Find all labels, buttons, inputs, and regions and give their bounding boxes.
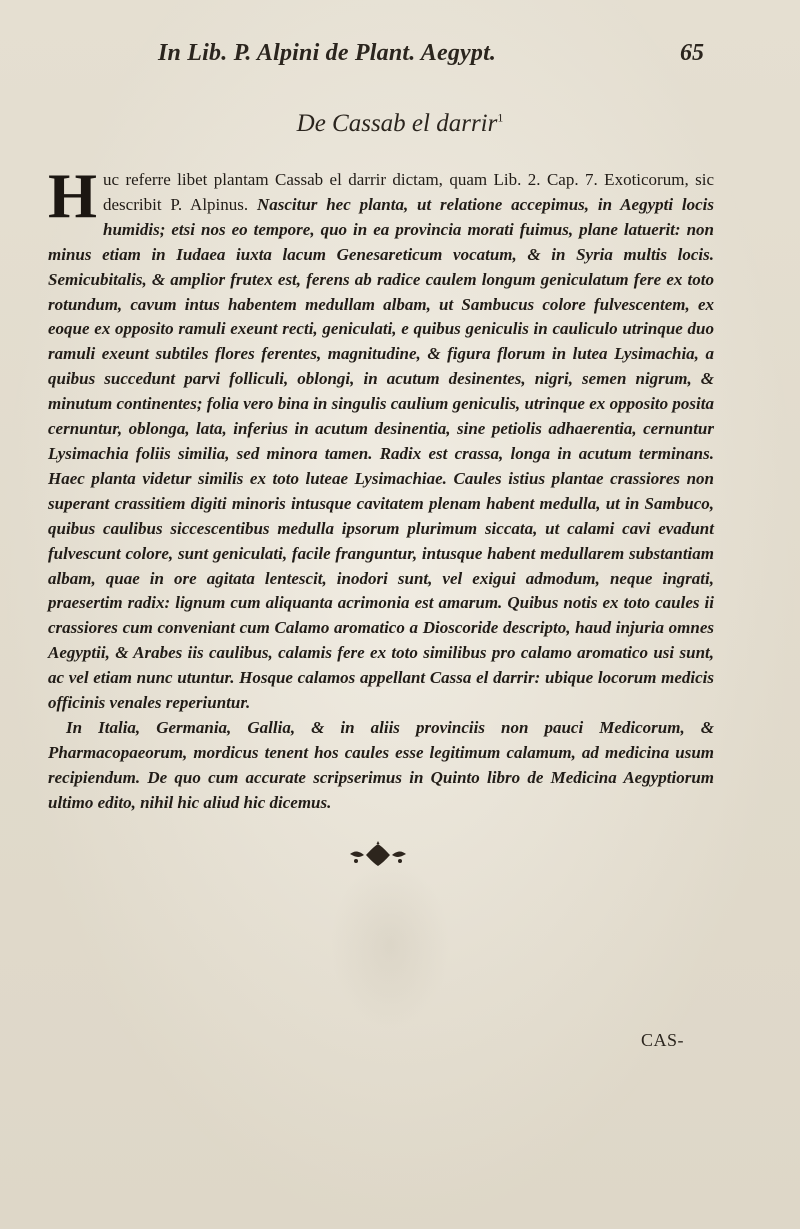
page-number: 65 <box>680 40 704 66</box>
running-head: In Lib. P. Alpini de Plant. Aegypt. <box>158 40 497 66</box>
paragraph-1-italic: Nascitur hec planta, ut relatione accepimus, in Aegypti locis humidis; etsi nos eo tempore, quo in ea provincia morati fuimus, plane latuerit: non minus etiam in Iudaea iuxta lacum Genesareticum vocatum, & in Syria multis locis. Semicubitalis, & amplior frutex est, ferens ab radice caulem longum geniculatum fere ex toto rotundum, cavum intus habentem medullam albam, ut Sambucus colore fulvescentem, ex eoque ex opposito ramuli exeunt recti, geniculati, e quibus geniculis in cauliculo utrinque duo ramuli exeunt subtiles flores ferentes, magnitudine, & figura florum in lutea Lysimachia, a quibus succedunt parvi folliculi, oblongi, in acutum desinentes, nigri, semen nigrum, & minutum continentes; folia vero bina in singulis caulium geniculis, utrinque ex opposito posita cernuntur, oblonga, lata, inferius in acutum desinentia, sine petiolis adhaerentia, cernuntur Lysimachia foliis similia, sed minora tamen. Radix est crassa, longa in acutum terminans. Haec planta videtur similis ex toto luteae Lysimachiae. Caules istius plantae crassiores non superant crassitiem digiti minoris intusque cavitatem plenam habent medulla, ut in Sambuco, quibus caulibus siccescentibus medulla ipsorum plurimum siccata, ut calami cavi evadunt fulvescunt colore, sunt geniculati, facile franguntur, intusque habent medullarem substantiam albam, quae in ore agitata lentescit, inodori sunt, vel exigui admodum, neque ingrati, praesertim radix: lignum cum aliquanta acrimonia est amarum. Quibus notis ex toto caules ii crassiores cum conveniant cum Calamo aromatico a Dioscoride descripto, haud injuria omnes Aegyptii, & Arabes iis caulibus, calamis fere ex toto similibus pro calamo aromatico usi sunt, ac vel etiam nunc utuntur. Hosque calamos appellant Cassa el darrir: ubique locorum medicis officinis venales reperiuntur. <box>48 194 714 713</box>
paragraph-1-opening: uc referre libet plantam Cassab el darrir dictam, quam Lib. 2. Cap. 7. Exoticorum, sic describit P. Alpinus. <box>103 170 714 214</box>
footnote-marker: 1 <box>497 110 504 125</box>
paragraph-2: In Italia, Germania, Gallia, & in aliis provinciis non pauci Medicorum, & Pharmacopaeorum, mordicus tenent hos caules esse legitimum calamum, ad medicina usum recipiendum. De quo cum accurate scripserimus in Quinto libro de Medicina Aegyptiorum ultimo edito, nihil hic aliud hic dicemus. <box>48 717 714 812</box>
section-title-text: De Cassab el darrir <box>296 110 498 137</box>
drop-cap: H <box>48 161 98 231</box>
section-title <box>0 110 800 138</box>
catchword: CAS- <box>641 1030 685 1050</box>
body-text <box>48 161 714 816</box>
bleed-through-shadow <box>330 860 450 1030</box>
